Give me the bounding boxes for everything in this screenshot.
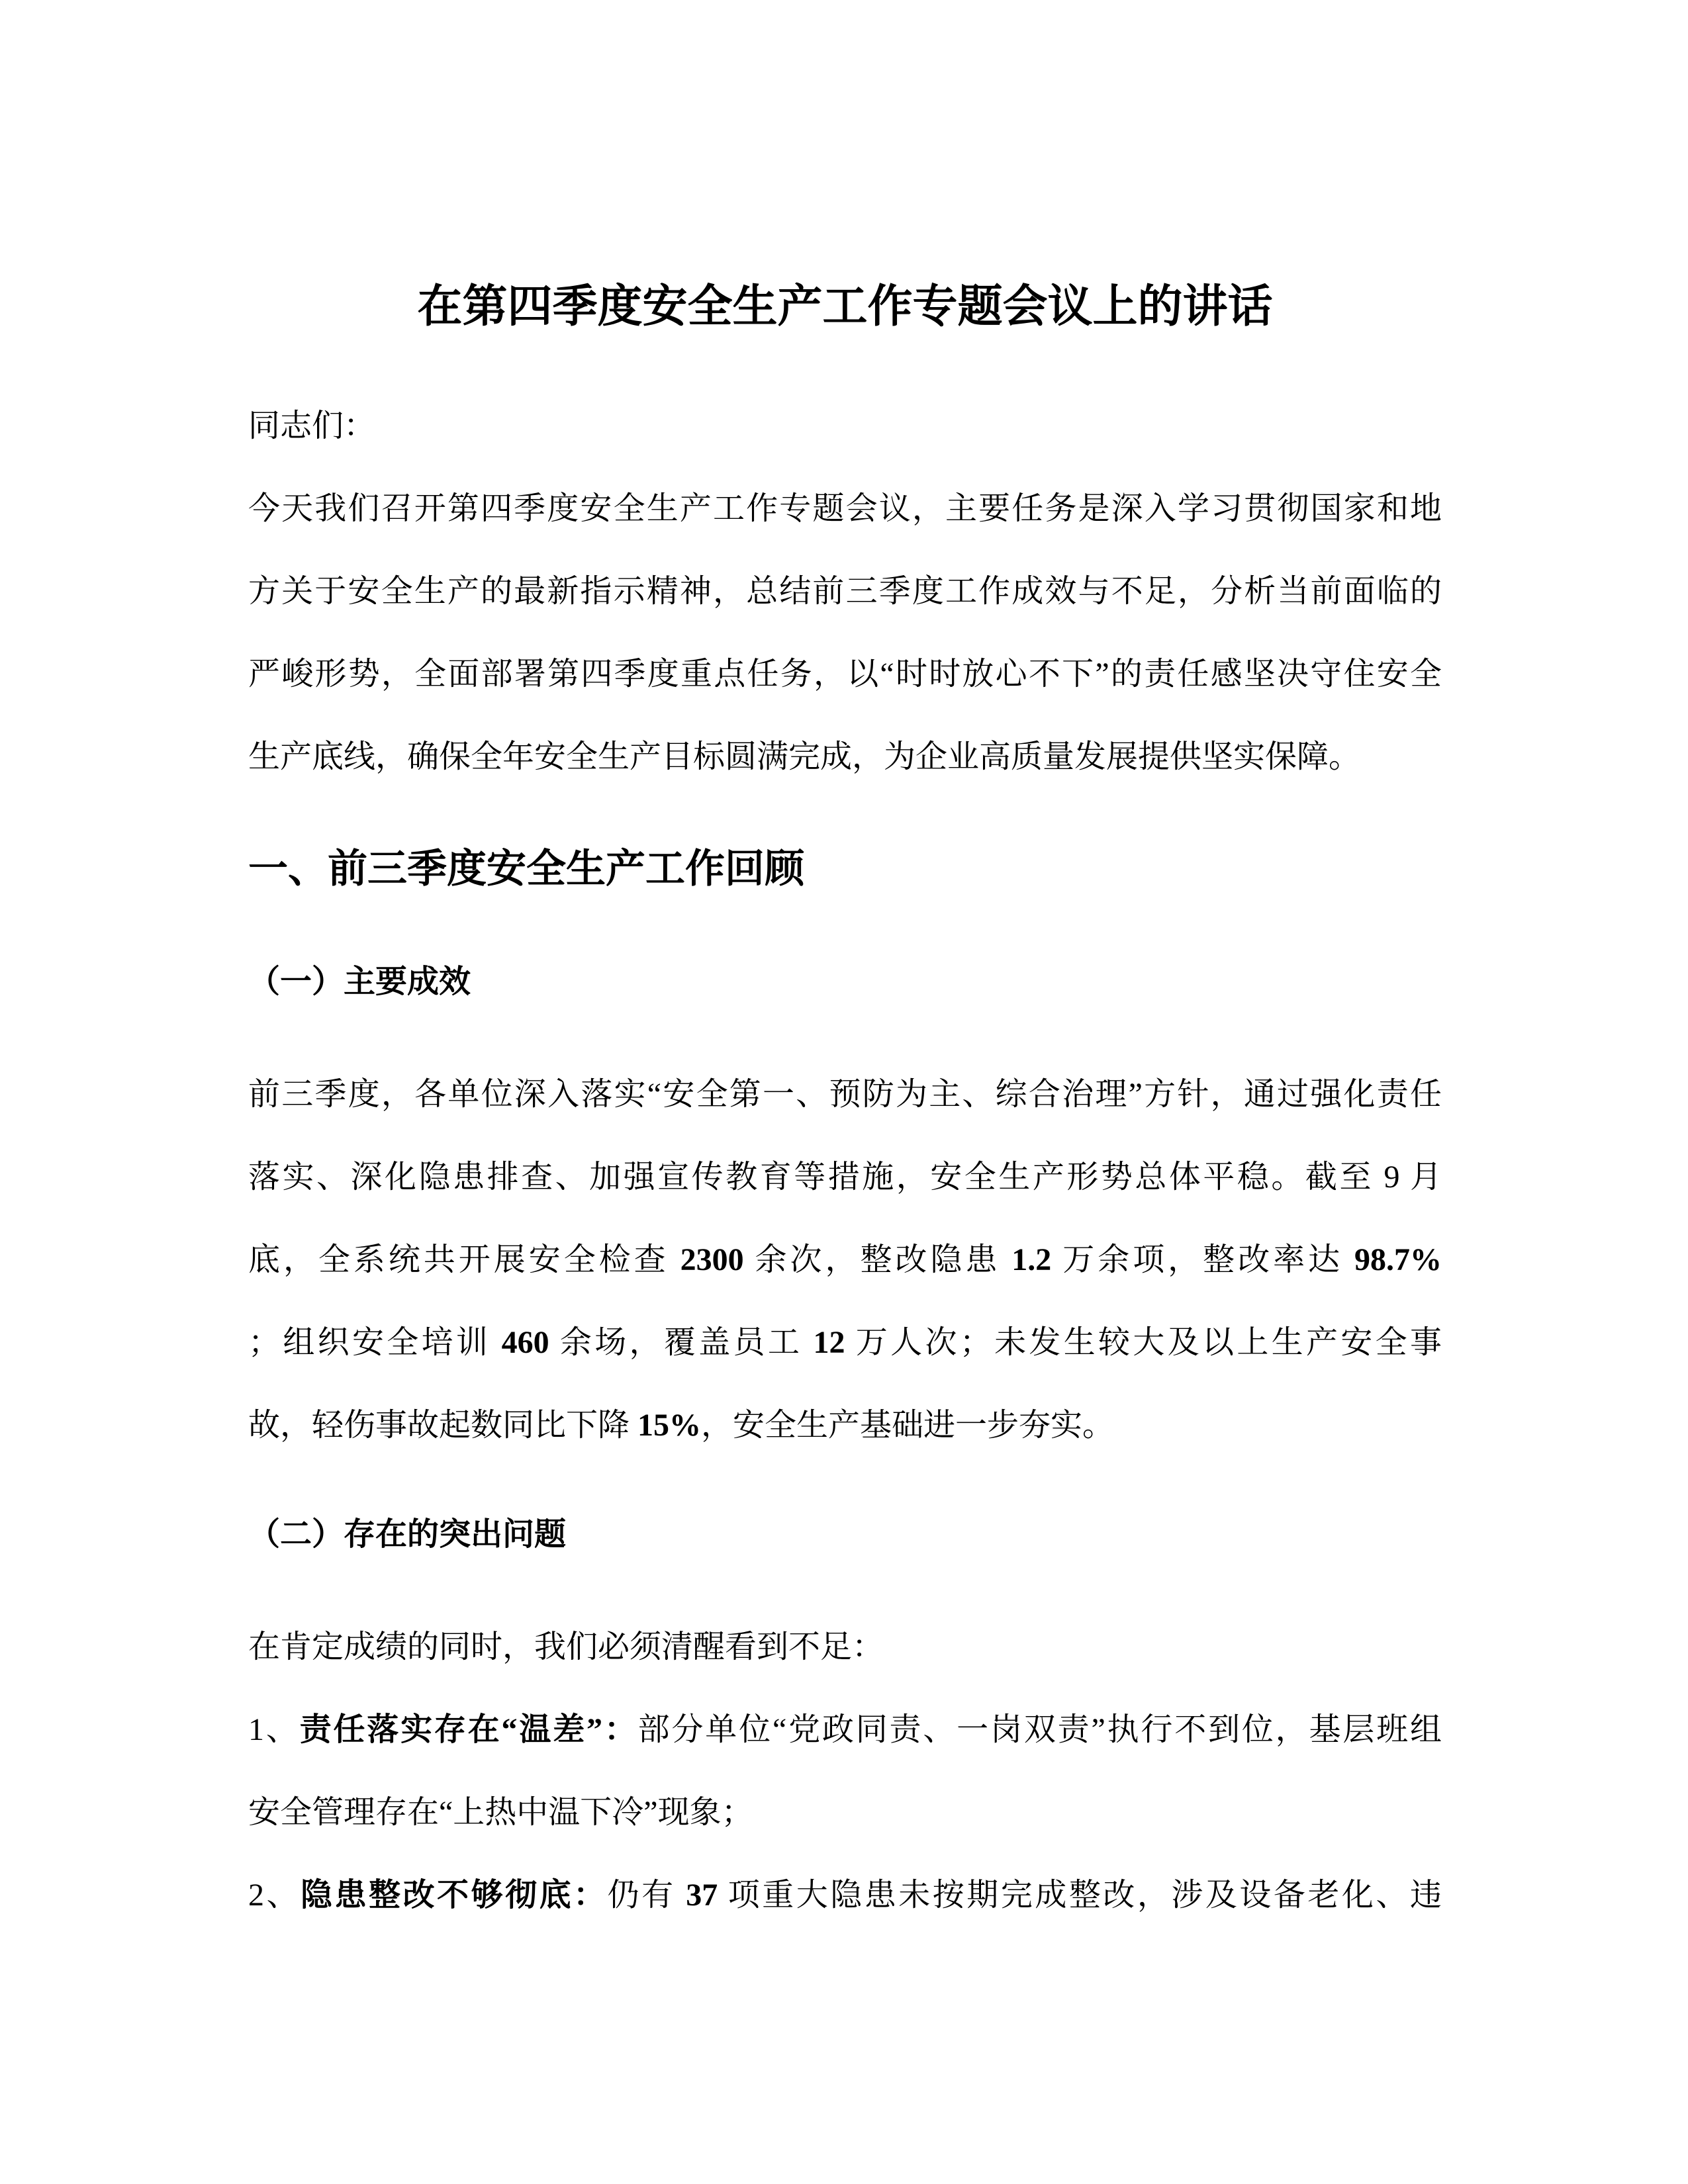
- bold-text-run: 460: [501, 1325, 549, 1360]
- text-line: [248, 385, 1442, 467]
- text-run: 严峻形势，全面部署第四季度重点任务，以“时时放心不下”的责任感坚决守住安全: [248, 657, 1442, 692]
- problem-item-1: [248, 1688, 1442, 1854]
- text-line: [248, 1301, 1442, 1384]
- text-run: 故，轻伤事故起数同比下降: [248, 1408, 638, 1443]
- text-run: 仍有: [607, 1878, 686, 1913]
- text-line: [248, 1136, 1442, 1218]
- text-run: 安全管理存在“上热中温下冷”现象；: [248, 1795, 753, 1830]
- text-line: [248, 828, 1442, 911]
- problem-item-2: [248, 1854, 1442, 1936]
- bold-text-run: 15%: [637, 1408, 702, 1443]
- text-line: [248, 1053, 1442, 1136]
- text-line: [248, 715, 1442, 798]
- text-run: 在肯定成绩的同时，我们必须清醒看到不足：: [248, 1629, 884, 1664]
- problems-intro-paragraph: [248, 1606, 1442, 1688]
- text-run: 今天我们召开第四季度安全生产工作专题会议，主要任务是深入学习贯彻国家和地: [248, 491, 1442, 526]
- text-run: 部分单位“党政同责、一岗双责”执行不到位，基层班组: [637, 1712, 1442, 1747]
- text-run: 落实、深化隐患排查、加强宣传教育等措施，安全生产形势总体平稳。截至 9 月: [248, 1160, 1442, 1195]
- text-line: [248, 633, 1442, 715]
- text-run: ；组织安全培训: [248, 1325, 502, 1360]
- document-title: 在第四季度安全生产工作专题会议上的讲话: [417, 281, 1273, 332]
- subsection-heading-achievements: [248, 940, 1442, 1023]
- section-heading-review: [248, 828, 1442, 911]
- bold-text-run: 1.2: [1011, 1242, 1052, 1277]
- text-line: [248, 1493, 1442, 1576]
- text-run: 万人次；未发生较大及以上生产安全事: [845, 1325, 1442, 1360]
- text-run: 2、: [248, 1878, 301, 1913]
- text-run: 余场，覆盖员工: [549, 1325, 814, 1360]
- subsection-heading-problems: [248, 1493, 1442, 1576]
- bold-text-run: 2300: [680, 1242, 744, 1277]
- text-line: [248, 1854, 1442, 1936]
- text-run: 底，全系统共开展安全检查: [248, 1242, 680, 1277]
- text-line: [248, 940, 1442, 1023]
- bold-text-run: 责任落实存在“温差”：: [299, 1712, 638, 1747]
- bold-text-run: （二）存在的突出问题: [248, 1517, 567, 1552]
- text-line: [248, 1688, 1442, 1771]
- bold-text-run: 隐患整改不够彻底：: [301, 1878, 608, 1913]
- bold-text-run: 一、前三季度安全生产工作回顾: [248, 847, 804, 891]
- text-run: 万余项，整改率达: [1051, 1242, 1354, 1277]
- bold-text-run: 37: [686, 1878, 718, 1913]
- text-line: [248, 467, 1442, 550]
- text-line: [248, 1606, 1442, 1688]
- text-run: 方关于安全生产的最新指示精神，总结前三季度工作成效与不足，分析当前面临的: [248, 574, 1442, 609]
- text-line: [248, 1218, 1442, 1301]
- text-line: [248, 1771, 1442, 1854]
- salutation-paragraph: [248, 385, 1442, 467]
- achievements-paragraph: [248, 1053, 1442, 1467]
- document-body: [248, 385, 1442, 1936]
- text-run: 生产底线，确保全年安全生产目标圆满完成，为企业高质量发展提供坚实保障。: [248, 739, 1361, 774]
- text-run: 前三季度，各单位深入落实“安全第一、预防为主、综合治理”方针，通过强化责任: [248, 1077, 1442, 1112]
- opening-paragraph: [248, 467, 1442, 798]
- bold-text-run: 98.7%: [1354, 1242, 1442, 1277]
- text-run: 同志们：: [248, 408, 376, 443]
- text-line: [248, 1384, 1442, 1467]
- bold-text-run: 12: [813, 1325, 845, 1360]
- bold-text-run: （一）主要成效: [248, 964, 471, 999]
- text-run: 余次，整改隐患: [743, 1242, 1012, 1277]
- text-run: ，安全生产基础进一步夯实。: [701, 1408, 1115, 1443]
- text-run: 项重大隐患未按期完成整改，涉及设备老化、违: [718, 1878, 1442, 1913]
- text-line: [248, 550, 1442, 633]
- text-run: 1、: [248, 1712, 300, 1747]
